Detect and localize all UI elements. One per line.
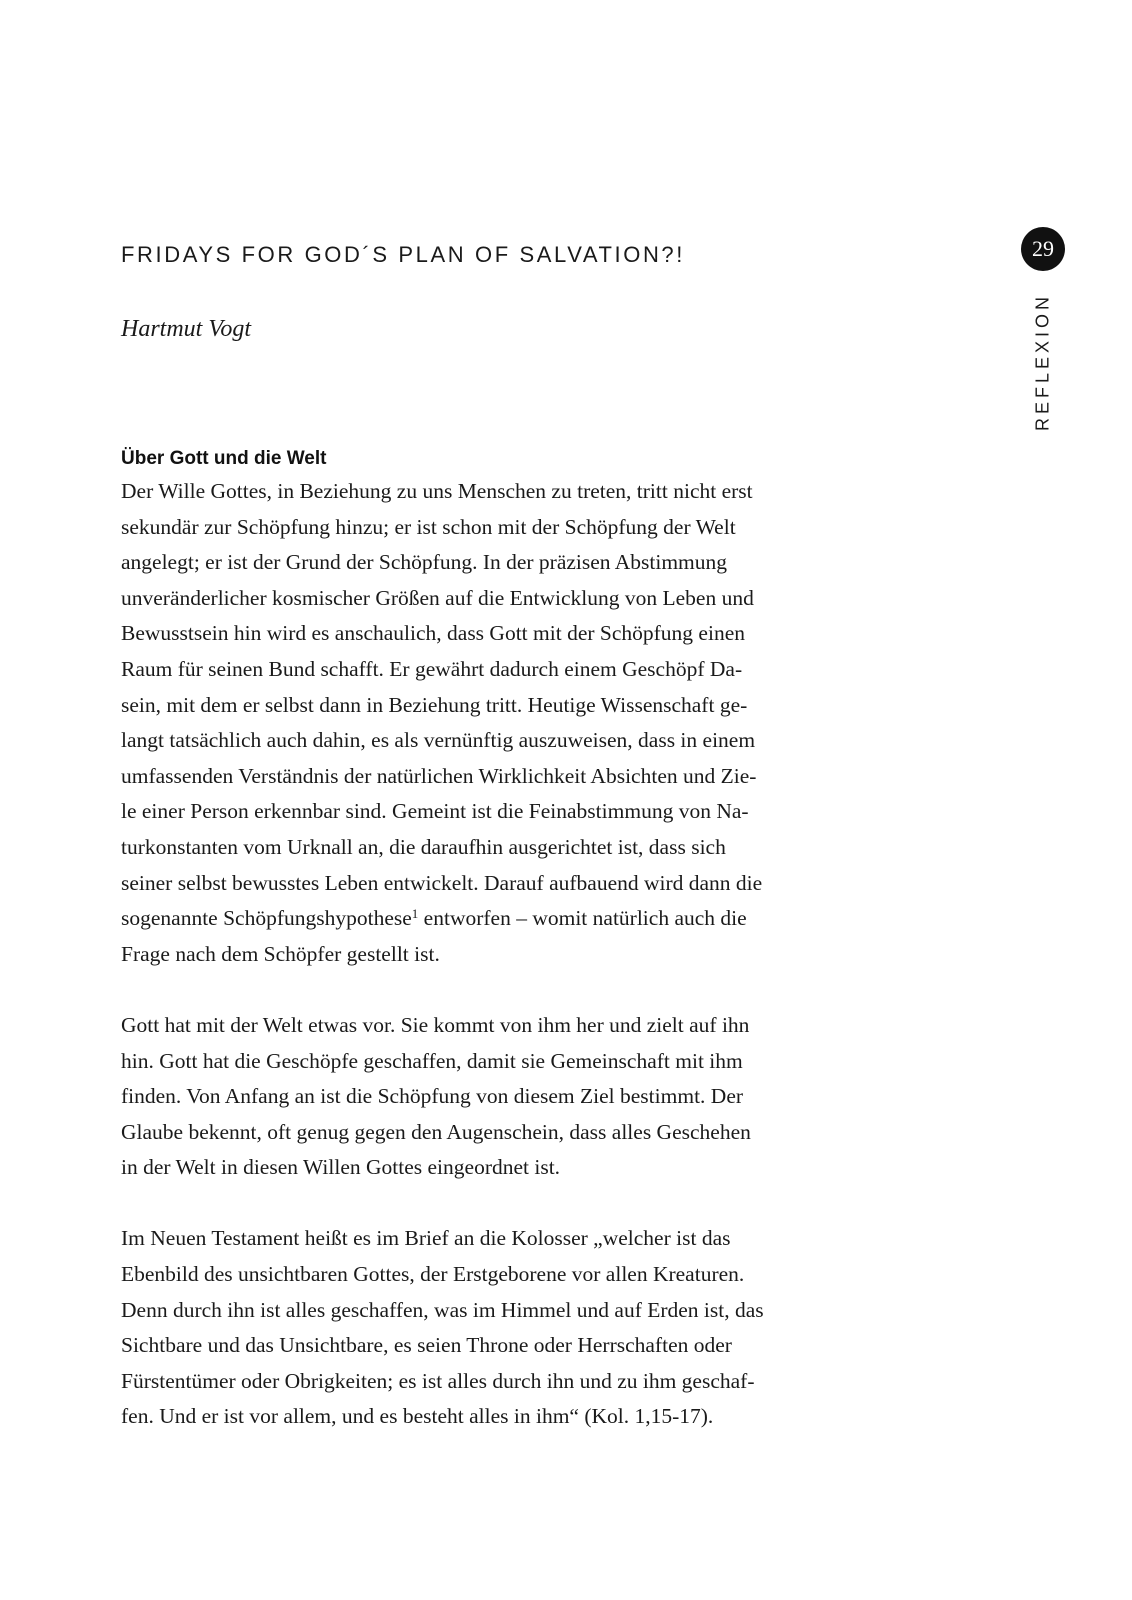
paragraph-3 (121, 1221, 861, 1435)
text-line: umfassenden Verständnis der natürlichen Wirklichkeit Absichten und Zie- (121, 763, 757, 788)
text-line: Im Neuen Testament heißt es im Brief an die Kolosser „welcher ist das (121, 1226, 731, 1251)
text-line: turkonstanten vom Urknall an, die daraufhin ausgerichtet ist, dass sich (121, 834, 726, 859)
text-line: le einer Person erkennbar sind. Gemeint ist die Feinabstimmung von Na- (121, 799, 749, 824)
text-line: in der Welt in diesen Willen Gottes eingeordnet ist. (121, 1155, 561, 1180)
footnote-marker[interactable]: 1 (411, 906, 419, 922)
text-line: Frage nach dem Schöpfer gestellt ist. (121, 941, 440, 966)
text-line: sekundär zur Schöpfung hinzu; er ist schon mit der Schöpfung der Welt (121, 514, 736, 539)
article-body (121, 444, 861, 1471)
section-label-vertical: REFLEXION (1032, 292, 1053, 432)
text-line: angelegt; er ist der Grund der Schöpfung. In der präzisen Abstimmung (121, 550, 728, 575)
section-heading: Über Gott und die Welt (121, 448, 327, 469)
page-number-badge: 29 (1021, 227, 1065, 271)
text-line-with-footnote (121, 901, 861, 937)
text-line: Denn durch ihn ist alles geschaffen, was im Himmel und auf Erden ist, das (121, 1297, 764, 1322)
text-line: Ebenbild des unsichtbaren Gottes, der Erstgeborene vor allen Kreaturen. (121, 1262, 745, 1287)
article-author: Hartmut Vogt (121, 316, 252, 342)
text-line: unveränderlicher kosmischer Größen auf die Entwicklung von Leben und (121, 585, 754, 610)
text-line: Glaube bekennt, oft genug gegen den Augenschein, dass alles Geschehen (121, 1119, 751, 1144)
text-line: Raum für seinen Bund schafft. Er gewährt dadurch einem Geschöpf Da- (121, 656, 743, 681)
text-line: fen. Und er ist vor allem, und es besteht alles in ihm“ (Kol. 1,15-17). (121, 1404, 714, 1429)
text-line: Fürstentümer oder Obrigkeiten; es ist alles durch ihn und zu ihm geschaf- (121, 1368, 755, 1393)
text-line: Bewusstsein hin wird es anschaulich, dass Gott mit der Schöpfung einen (121, 621, 745, 646)
text-line: sein, mit dem er selbst dann in Beziehung tritt. Heutige Wissenschaft ge- (121, 692, 748, 717)
text-line: hin. Gott hat die Geschöpfe geschaffen, damit sie Gemeinschaft mit ihm (121, 1048, 743, 1073)
paragraph-1 (121, 474, 861, 972)
article-title: FRIDAYS FOR GOD´S PLAN OF SALVATION?! (121, 242, 685, 267)
text-fragment: sogenannte Schöpfungshypothese (121, 906, 412, 931)
text-line: seiner selbst bewusstes Leben entwickelt. Darauf aufbauend wird dann die (121, 870, 763, 895)
text-line: Der Wille Gottes, in Beziehung zu uns Menschen zu treten, tritt nicht erst (121, 479, 753, 503)
text-line: finden. Von Anfang an ist die Schöpfung von diesem Ziel bestimmt. Der (121, 1084, 744, 1109)
text-fragment: entworfen – womit natürlich auch die (418, 906, 747, 931)
text-line: Gott hat mit der Welt etwas vor. Sie kommt von ihm her und zielt auf ihn (121, 1012, 750, 1037)
paragraph-2 (121, 1008, 861, 1186)
text-line: langt tatsächlich auch dahin, es als vernünftig auszuweisen, dass in einem (121, 728, 756, 753)
text-line: Sichtbare und das Unsichtbare, es seien Throne oder Herrschaften oder (121, 1333, 732, 1358)
